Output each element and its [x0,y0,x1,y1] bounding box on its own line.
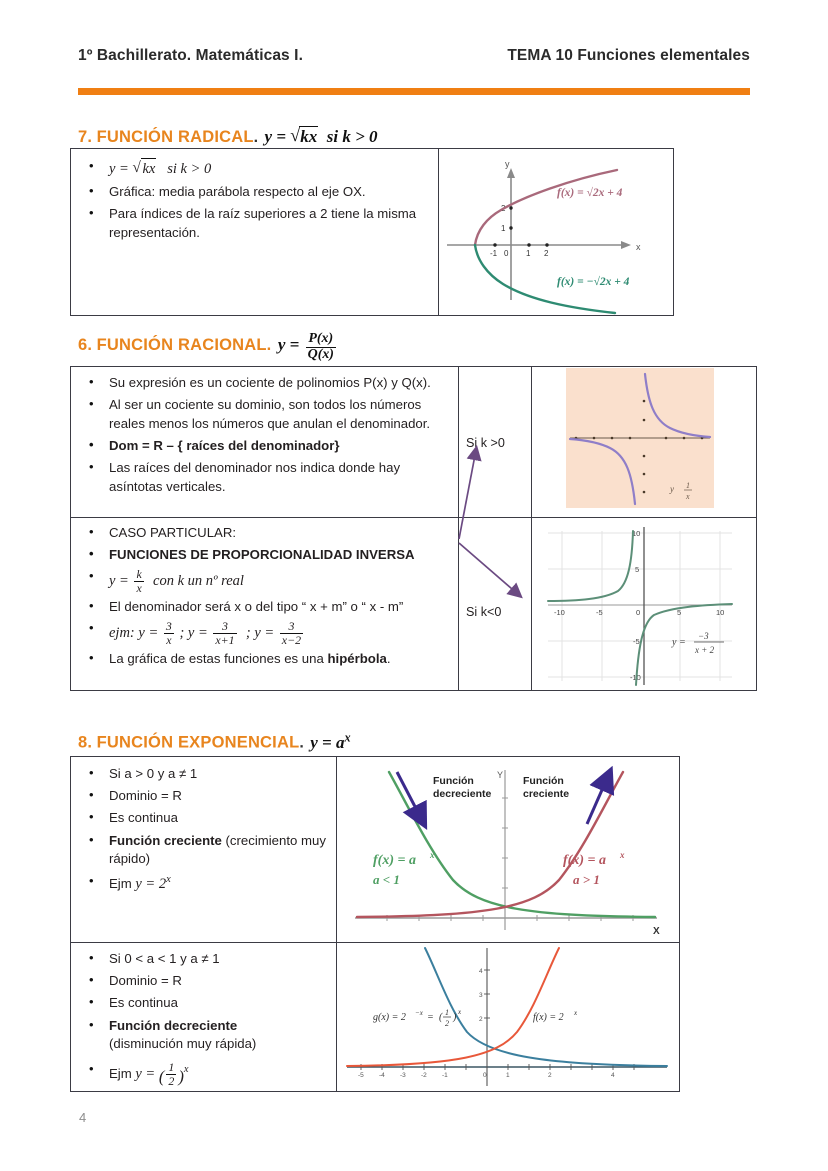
svg-text:0: 0 [483,1072,487,1079]
svg-text:f(x) = a: f(x) = a [563,853,606,868]
svg-text:5: 5 [677,608,682,617]
list-item: • Función creciente (crecimiento muy rápido) [79,832,329,869]
section-title-6: FUNCIÓN RACIONAL. [96,335,272,354]
list-item: • Al ser un cociente su dominio, son todos los números reales menos los números que anulan el denominador. [79,396,451,433]
condition-label-k-positive: Si k >0 [466,436,505,450]
svg-text:0: 0 [636,608,641,617]
svg-text:): ) [453,1012,457,1023]
svg-text:10: 10 [716,608,725,617]
svg-text:0: 0 [504,249,509,258]
table-exponencial [70,756,680,1092]
svg-text:-5: -5 [633,637,640,646]
svg-text:y: y [670,484,674,494]
hyperbola-negative-svg [532,519,756,690]
svg-text:a < 1: a < 1 [373,872,400,887]
svg-text:10: 10 [632,529,641,538]
section-dot-8: . [299,734,304,752]
svg-text:decreciente: decreciente [433,788,492,800]
list-item: • La gráfica de estas funciones es una hipérbola. [79,650,451,669]
exponencial-row1-text [79,765,329,898]
svg-text:4: 4 [479,968,483,975]
exponential-half-svg [337,944,679,1091]
list-item: • Dom = R – { raíces del denominador} [79,437,451,456]
list-item: • Para índices de la raíz superiores a 2 tiene la misma representación. [79,205,431,242]
section-heading-racional [78,332,338,362]
svg-text:creciente: creciente [523,788,570,800]
svg-text:x: x [458,1008,462,1016]
list-item: • Si a > 0 y a ≠ 1 [79,765,329,784]
hyperbola-positive-svg [532,368,756,516]
list-item: • Ejm y = ( $\frac{1}{2}$ )$^x$ [79,1061,329,1089]
svg-text:f(x) = 2: f(x) = 2 [533,1012,564,1023]
section-number-7: 7. [78,128,93,146]
section-number-6: 6. [78,335,93,354]
svg-text:-2: -2 [421,1072,427,1079]
list-item: • Función decreciente (disminución muy rápida) [79,1017,329,1054]
list-item: • Es continua [79,994,329,1013]
svg-text:-1: -1 [490,249,498,258]
svg-text:2: 2 [544,249,549,258]
table-racional [70,366,757,691]
section-title-7: FUNCIÓN RADICAL [96,128,254,146]
svg-text:−x: −x [415,1009,423,1017]
list-item: • Dominio = R [79,972,329,991]
svg-text:2: 2 [501,204,506,213]
figure-exponential-half [337,944,679,1091]
svg-text:x: x [430,850,435,860]
svg-text:f(x) = √2x + 4: f(x) = √2x + 4 [557,187,623,199]
list-item: • CASO PARTICULAR: [79,524,451,543]
list-item: • Si 0 < a < 1 y a ≠ 1 [79,950,329,969]
section-heading-exponencial [78,730,351,753]
header-left-text: 1º Bachillerato. Matemáticas I. [78,47,303,64]
svg-text:x: x [686,492,690,501]
list-item: • Es continua [79,809,329,828]
page-number: 4 [79,1110,87,1125]
svg-text:3: 3 [479,992,483,999]
figure-hyperbola-negative [532,519,756,690]
svg-text:X: X [653,926,660,937]
svg-text:g(x) = 2: g(x) = 2 [373,1012,406,1023]
list-item: • Gráfica: media parábola respecto al eje OX. [79,183,431,202]
section-formula-6: y = $\frac{P(x)}{Q(x)}$ [277,331,334,362]
list-item: • Su expresión es un cociente de polinomios P(x) y Q(x). [79,374,451,393]
list-item: • y = √ kx si k > 0 [79,158,431,180]
svg-text:1: 1 [686,481,690,490]
svg-text:1: 1 [501,224,506,233]
svg-text:-10: -10 [554,608,565,617]
svg-text:a > 1: a > 1 [573,872,600,887]
list-item: • Ejm $y = 2^x$ [79,873,329,894]
svg-text:5: 5 [635,565,640,574]
section-dot-7: . [253,129,259,146]
page-header [78,47,750,65]
svg-text:x: x [636,242,641,252]
svg-text:4: 4 [611,1072,615,1079]
list-item: • ejm: y = $\frac{3}{x}$ ; y = $\frac{3}{x+1}$ ; y = $\frac{3}{x-2}$ [79,620,451,646]
table-exponencial-row-divider [71,942,679,943]
svg-text:y: y [505,159,510,169]
svg-text:−3: −3 [698,631,709,641]
svg-text:f(x) = a: f(x) = a [373,853,416,868]
svg-text:-3: -3 [400,1072,406,1079]
table-radical [70,148,674,316]
figure-hyperbola-positive [532,368,756,516]
exponential-pair-svg [337,758,679,941]
list-item: • y = $\frac{k}{x}$ con k un nº real [79,568,451,594]
svg-text:-4: -4 [379,1072,385,1079]
condition-arrows [381,427,541,617]
svg-text:x: x [574,1009,578,1017]
svg-text:Función: Función [433,775,474,787]
exponencial-row2-text [79,950,329,1092]
list-item: • FUNCIONES DE PROPORCIONALIDAD INVERSA [79,546,451,565]
svg-text:1: 1 [445,1008,449,1017]
section-number-8: 8. [78,733,93,752]
figure-radical-parabola [439,150,673,315]
svg-text:2: 2 [548,1072,552,1079]
svg-text:f(x) = −√2x + 4: f(x) = −√2x + 4 [557,276,630,288]
svg-text:2: 2 [445,1019,449,1028]
header-rule [78,88,750,95]
svg-text:-5: -5 [358,1072,364,1079]
svg-text:(: ( [439,1012,443,1023]
section-formula-7: y = √ kx si k > 0 [265,127,378,146]
section-heading-radical [78,126,378,147]
radical-parabola-svg [439,150,673,315]
svg-text:1: 1 [506,1072,510,1079]
svg-text:x: x [620,850,625,860]
list-item: • El denominador será x o del tipo “ x + m” o “ x - m” [79,598,451,617]
figure-exponential-pair [337,758,679,941]
section-title-8: FUNCIÓN EXPONENCIAL [96,733,300,752]
svg-text:x + 2: x + 2 [695,645,715,655]
svg-text:y =: y = [672,637,686,648]
svg-text:-1: -1 [442,1072,448,1079]
svg-text:1: 1 [526,249,531,258]
table-radical-text-cell [79,158,431,246]
list-item: • Dominio = R [79,787,329,806]
svg-text:-10: -10 [630,673,641,682]
svg-text:-5: -5 [596,608,603,617]
svg-text:Y: Y [497,770,504,780]
svg-text:2: 2 [479,1016,483,1023]
svg-text:=: = [427,1012,434,1023]
condition-label-k-negative: Si k<0 [466,605,502,619]
list-item: • Las raíces del denominador nos indica donde hay asíntotas verticales. [79,459,451,496]
header-right-text: TEMA 10 Funciones elementales [507,47,750,64]
section-formula-8: $y = a^x$ [310,730,351,752]
svg-text:Función: Función [523,775,564,787]
